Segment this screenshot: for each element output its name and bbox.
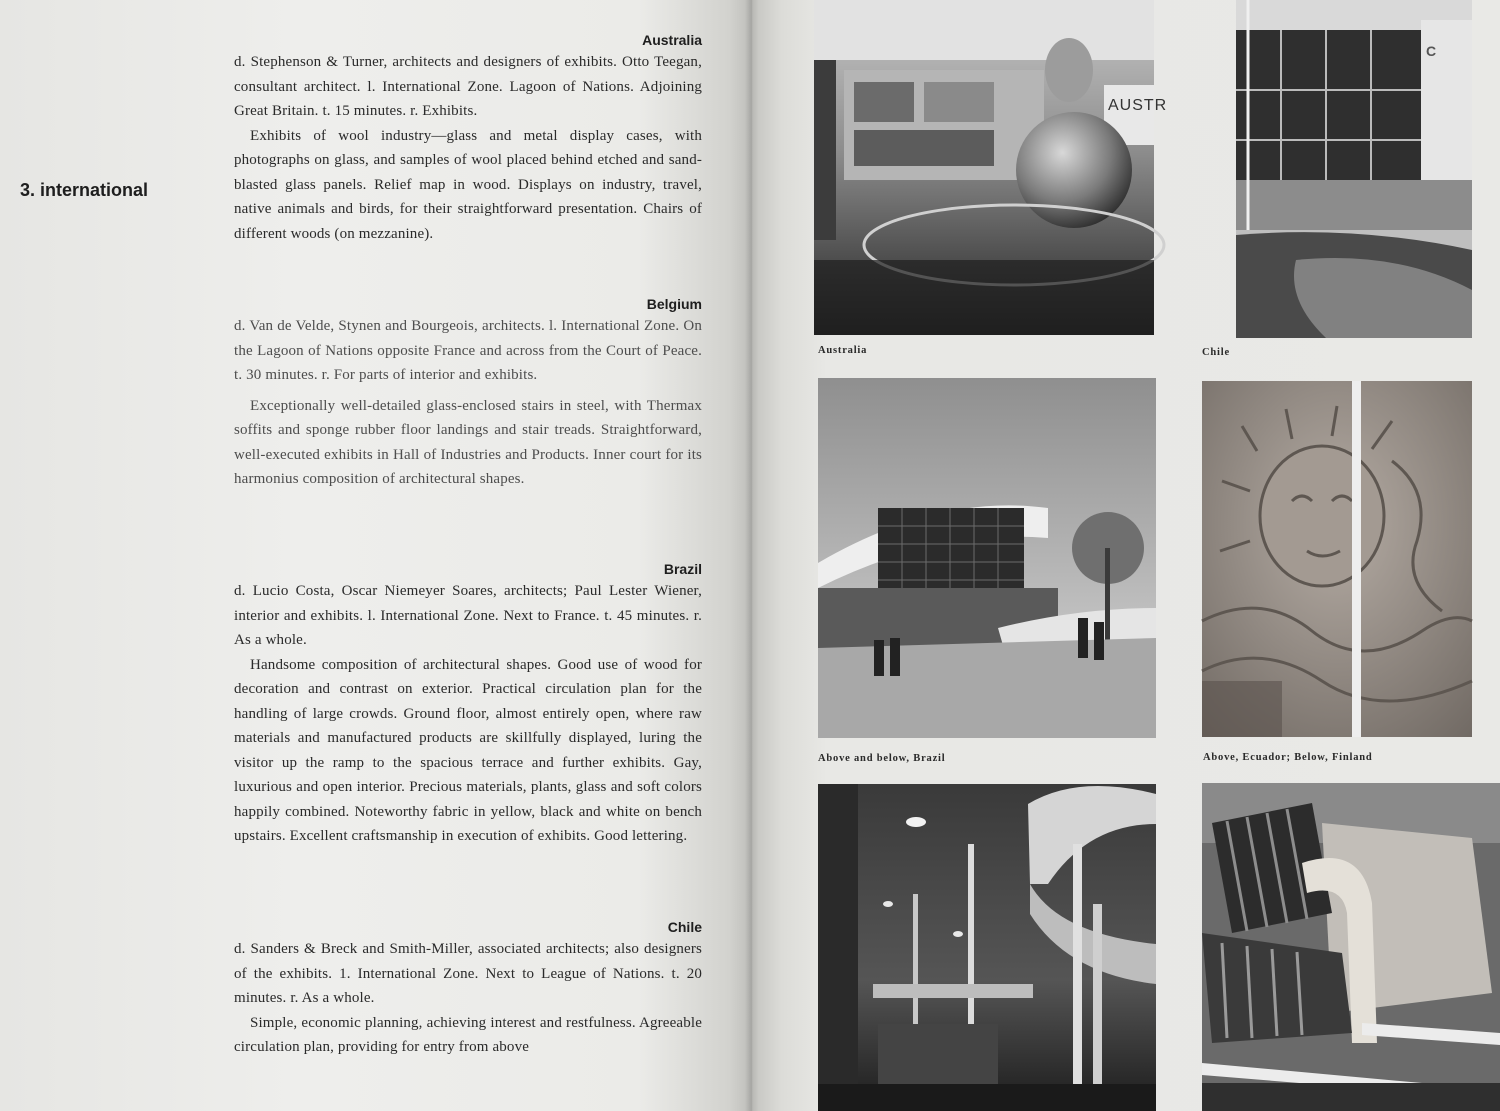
entry-chile (234, 919, 702, 1060)
photo-brazil-interior (818, 784, 1156, 1111)
entry-paragraph: Exhibits of wool industry—glass and metal display cases, with photographs on glass, and samples of wool placed behind etched and sand-blasted glass panels. Relief map in wood. Displays on industry, travel, native animals and birds, for their straightforward presentation. Chairs of different woods (on mezzanine). (234, 127, 702, 242)
entry-credits: d. Van de Velde, Stynen and Bourgeois, architects. l. International Zone. On the Lagoon of Nations opposite France and across from the Court of Peace. t. 30 minutes. r. For parts of interior and exhibits. (234, 318, 702, 383)
caption-brazil: Above and below, Brazil (818, 753, 946, 764)
entry-belgium (234, 296, 702, 492)
book-gutter (745, 0, 759, 1111)
section-label: 3. international (20, 180, 149, 200)
photo-chile (1236, 0, 1472, 338)
photo-ecuador-relief (1202, 381, 1472, 737)
photo-finland-chairs (1202, 783, 1500, 1111)
caption-australia: Australia (818, 345, 868, 356)
entry-paragraph: Simple, economic planning, achieving interest and restfulness. Agreeable circulation plan, providing for entry from above (234, 1014, 702, 1055)
entry-credits: d. Lucio Costa, Oscar Niemeyer Soares, architects; Paul Lester Wiener, interior and exhibits. l. International Zone. Next to France. t. 45 minutes. r. As a whole. (234, 583, 702, 648)
entry-paragraph: Exceptionally well-detailed glass-enclosed stairs in steel, with Thermax soffits and sponge rubber floor landings and stair treads. Straightforward, well-executed exhibits in Hall of Industries and Products. Inner court for its harmonius composition of architectural shapes. (234, 397, 702, 487)
caption-chile: Chile (1202, 347, 1230, 358)
country-heading: Belgium (646, 296, 702, 312)
photo-brazil-exterior (818, 378, 1156, 738)
country-heading: Australia (642, 32, 702, 48)
entry-credits: d. Stephenson & Turner, architects and designers of exhibits. Otto Teegan, consultant architect. l. International Zone. Lagoon of Nations. Adjoining Great Britain. t. 15 minutes. r. Exhibits. (234, 54, 702, 119)
caption-ecuador-finland: Above, Ecuador; Below, Finland (1203, 752, 1373, 763)
exhibit-sign-text: AUSTR (1108, 97, 1168, 114)
entry-australia (234, 32, 702, 246)
country-heading: Brazil (663, 561, 702, 577)
country-heading: Chile (667, 919, 702, 935)
entry-brazil (234, 561, 702, 849)
chile-sign-icon: C (1426, 43, 1437, 59)
entry-paragraph: Handsome composition of architectural shapes. Good use of wood for decoration and contrast on exterior. Practical circulation plan for the handling of large crowds. Ground floor, almost entirely open, where raw materials and manufactured products are skillfully displayed, luring the visitor up the ramp to the spacious terrace and further exhibits. Gay, luxurious and open interior. Precious materials, plants, glass and soft colors happily combined. Noteworthy fabric in yellow, black and white on bench upstairs. Excellent craftsmanship in execution of exhibits. Good lettering. (234, 656, 702, 844)
entry-credits: d. Sanders & Breck and Smith-Miller, associated architects; also designers of the exhibits. 1. International Zone. Next to League of Nations. t. 20 minutes. r. As a whole. (234, 941, 702, 1006)
photo-australia (814, 0, 1168, 335)
